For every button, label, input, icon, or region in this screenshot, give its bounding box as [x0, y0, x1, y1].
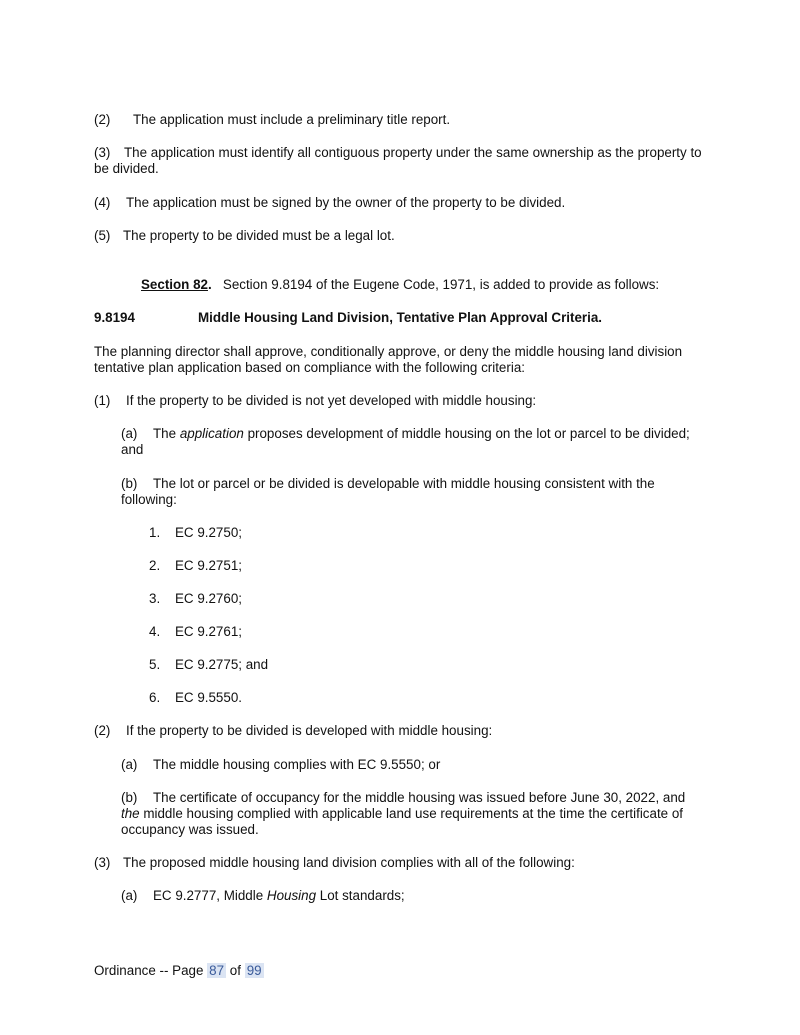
item-text: The application must be signed by the owner of the property to be divided. — [126, 195, 566, 210]
intro-paragraph: The planning director shall approve, conditionally approve, or deny the middle housing land division tentative plan application based on compliance with the following criteria: — [94, 344, 683, 375]
code-heading — [94, 310, 704, 326]
item-number: (4) — [94, 195, 111, 210]
criterion-3 — [94, 855, 704, 871]
item-number: (b) — [121, 476, 138, 491]
page-total: 99 — [246, 963, 262, 978]
criterion-2b — [121, 790, 703, 838]
list-text: EC 9.2760; — [175, 591, 242, 606]
item-text: If the property to be divided is developed with middle housing: — [126, 723, 493, 738]
list-text: EC 9.2750; — [175, 525, 242, 540]
item-text-post: middle housing complied with applicable land use requirements at the time the certificate of occupancy was issued. — [121, 806, 683, 837]
list-item-1 — [149, 525, 689, 541]
list-text: EC 9.5550. — [175, 690, 242, 705]
top-item-2 — [94, 112, 704, 128]
item-text: The proposed middle housing land division complies with all of the following: — [123, 855, 575, 870]
top-item-4 — [94, 195, 704, 211]
top-item-3 — [94, 145, 704, 177]
item-text: The property to be divided must be a legal lot. — [123, 228, 395, 243]
list-item-4 — [149, 624, 689, 640]
list-text: EC 9.2751; — [175, 558, 242, 573]
item-text-post: proposes development of middle housing on the lot or parcel to be divided; and — [121, 426, 690, 457]
item-number: (3) — [94, 145, 111, 160]
item-text-pre: The — [153, 426, 177, 441]
list-item-3 — [149, 591, 689, 607]
criterion-2a — [121, 757, 701, 773]
item-text: The application must identify all contiguous property under the same ownership as the property to be divided. — [94, 145, 702, 176]
list-number: 4. — [149, 624, 161, 639]
list-number: 2. — [149, 558, 161, 573]
page-number: 87 — [209, 963, 225, 978]
item-text: The middle housing complies with EC 9.5550; or — [153, 757, 441, 772]
section-label: Section 82 — [141, 277, 208, 292]
list-number: 3. — [149, 591, 161, 606]
code-number: 9.8194 — [94, 310, 135, 325]
criterion-3a — [121, 888, 701, 904]
item-text-em: Housing — [266, 888, 317, 903]
item-text: If the property to be divided is not yet developed with middle housing: — [126, 393, 537, 408]
list-item-5 — [149, 657, 689, 673]
item-number: (2) — [94, 112, 111, 127]
list-item-2 — [149, 558, 689, 574]
list-item-6 — [149, 690, 689, 706]
item-text-em: application — [179, 426, 244, 441]
item-text-pre: EC 9.2777, Middle — [153, 888, 264, 903]
criterion-1a — [121, 426, 691, 458]
item-text: The lot or parcel or be divided is developable with middle housing consistent with the following: — [121, 476, 655, 507]
item-number: (a) — [121, 757, 138, 772]
item-number: (a) — [121, 888, 138, 903]
item-number: (3) — [94, 855, 111, 870]
top-item-5 — [94, 228, 704, 244]
list-number: 1. — [149, 525, 161, 540]
item-text-post: Lot standards; — [319, 888, 405, 903]
item-number: (2) — [94, 723, 111, 738]
section-text: Section 9.8194 of the Eugene Code, 1971, is added to provide as follows: — [222, 277, 660, 292]
criterion-1 — [94, 393, 704, 409]
criterion-2 — [94, 723, 704, 739]
footer-label: Ordinance -- Page — [94, 963, 204, 978]
list-number: 5. — [149, 657, 161, 672]
criterion-1b — [121, 476, 701, 508]
code-title: Middle Housing Land Division, Tentative Plan Approval Criteria. — [198, 310, 603, 325]
item-number: (1) — [94, 393, 111, 408]
page-footer — [94, 963, 264, 979]
item-number: (b) — [121, 790, 138, 805]
list-text: EC 9.2775; and — [175, 657, 269, 672]
item-text: The application must include a preliminary title report. — [133, 112, 451, 127]
item-number: (a) — [121, 426, 138, 441]
list-number: 6. — [149, 690, 161, 705]
section-heading — [141, 277, 741, 293]
item-number: (5) — [94, 228, 111, 243]
footer-of: of — [229, 963, 241, 978]
list-text: EC 9.2761; — [175, 624, 242, 639]
section-period: . — [207, 277, 212, 292]
item-text-em: the — [121, 806, 140, 821]
item-text-pre: The certificate of occupancy for the middle housing was issued before June 30, 2022, and — [153, 790, 686, 805]
